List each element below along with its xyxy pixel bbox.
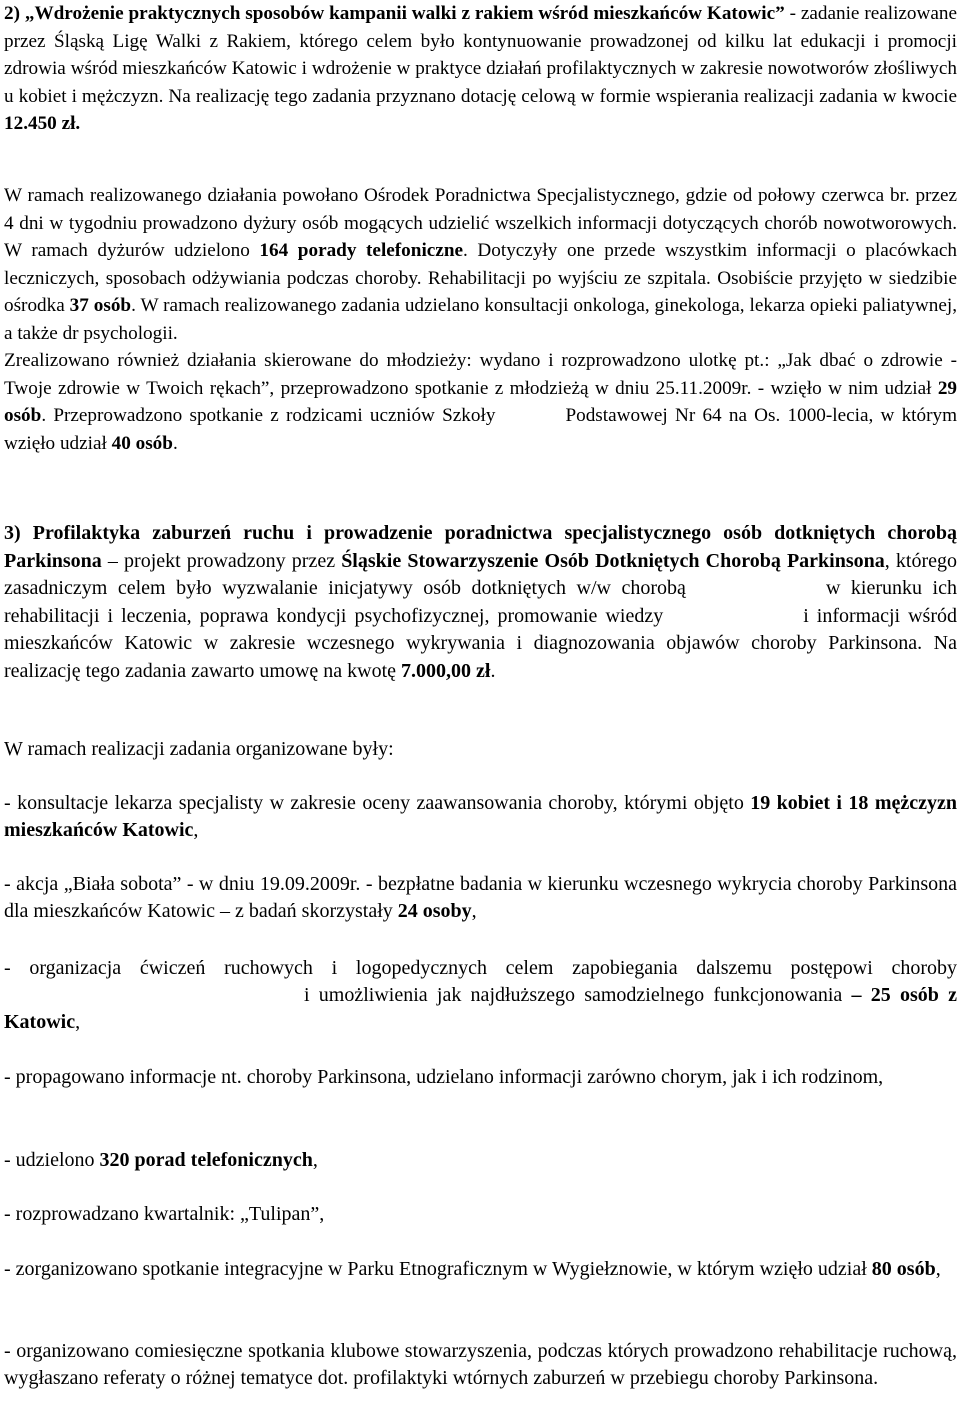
- list-item-text: ,: [471, 900, 477, 922]
- parents-text-2: Podstawowej Nr 64 na Os. 1000-lecia, w którym wzięło udział: [4, 405, 957, 454]
- section-3-text-1: – projekt prowadzony przez: [101, 549, 342, 572]
- section-3-text-4: i informacji wśród mieszkańców Katowic w zakresie wczesnego wykrywania i diagnozowania objawów choroby Parkinsona. Na realizację tego zadania zawarto umowę na kwotę: [4, 604, 958, 682]
- section-2-paragraph: [4, 0, 957, 138]
- list-item: - rozprowadzano kwartalnik: „Tulipan”,: [4, 1203, 325, 1225]
- list-item-text: i umożliwienia jak najdłuższego samodzielnego funkcjonowania: [304, 984, 852, 1006]
- list-item: [4, 871, 957, 925]
- parents-count: 40 osób: [111, 432, 173, 454]
- list-item: [4, 1147, 957, 1174]
- parents-period: .: [172, 432, 178, 454]
- list-item-text: - konsultacje lekarza specjalisty w zakresie oceny zaawansowania choroby, którymi objęto: [4, 792, 751, 814]
- list-item: [4, 1256, 957, 1283]
- list-item-bold: – 25 osób z Katowic: [4, 984, 957, 1033]
- list-intro: W ramach realizacji zadania organizowane były:: [4, 738, 394, 760]
- list-item-text: - zorganizowano spotkanie integracyjne w Parku Etnograficznym w Wygiełznowie, w którym wzięło udział: [4, 1258, 872, 1280]
- section-3-amount: 7.000,00 zł: [401, 659, 491, 682]
- organization-name: Śląskie Stowarzyszenie Osób Dotkniętych Chorobą Parkinsona: [341, 549, 885, 572]
- list-item-bold: 320 porad telefonicznych: [99, 1149, 313, 1171]
- phone-advice-count: 164 porady telefoniczne: [259, 240, 464, 261]
- list-item-text: - organizacja ćwiczeń ruchowych i logopedycznych celem zapobiegania dalszemu postępowi choroby: [4, 957, 957, 979]
- parents-text-1: . Przeprowadzono spotkanie z rodzicami uczniów Szkoły: [41, 405, 496, 426]
- list-item-bold: 80 osób: [871, 1258, 936, 1280]
- list-item-bold: 19 kobiet i 18 mężczyzn mieszkańców Katowic: [4, 792, 957, 841]
- ospec-paragraph: [4, 182, 957, 457]
- visitors-count: 37 osób: [69, 295, 132, 316]
- list-item-text: ,: [312, 1149, 318, 1171]
- section-3-text-3: w kierunku ich rehabilitacji i leczenia, poprawa kondycji psychofizycznej, promowanie wiedzy: [4, 577, 957, 627]
- ospec-text-1: W ramach realizowanego działania powołano Ośrodek Poradnictwa Specjalistycznego, gdzie od połowy czerwca br. przez 4 dni w tygodniu prowadzono dyżury osób mogących udzielić wszelkich informacji dotyczących chorób nowotworowych. W ramach dyżurów udzielono: [4, 185, 957, 261]
- list-item: - propagowano informacje nt. choroby Parkinsona, udzielano informacji zarówno chorym, jak i ich rodzinom,: [4, 1066, 884, 1088]
- list-item-text: - udzielono: [4, 1149, 100, 1171]
- list-item-text: ,: [75, 1011, 81, 1033]
- section-3-heading: 3) Profilaktyka zaburzeń ruchu i prowadzenie poradnictwa specjalistycznego osób dotkniętych chorobą Parkinsona: [4, 522, 957, 572]
- ospec-text-3: . W ramach realizowanego zadania udzielano konsultacji onkologa, ginekologa, lekarza opieki paliatywnej, a także dr psychologii.: [4, 295, 958, 344]
- list-item: [4, 955, 957, 1036]
- list-item-bold: 24 osoby: [397, 900, 472, 922]
- youth-count: 29 osób: [4, 377, 957, 426]
- section-2-amount: 12.450 zł.: [4, 113, 81, 134]
- section-2-text: - zadanie realizowane przez Śląską Ligę Walki z Rakiem, którego celem było kontynuowanie prowadzonej od kilku lat edukacji i promocji zdrowia wśród mieszkańców Katowic i wdrożenie w praktyce działań profilaktycznych w zakresie nowotworów złośliwych u kobiet i mężczyzn. Na realizację tego zadania przyznano dotację celową w formie wspierania realizacji zadania w kwocie: [4, 3, 957, 107]
- youth-text: Zrealizowano również działania skierowane do młodzieży: wydano i rozprowadzono ulotkę pt.: „Jak dbać o zdrowie - Twoje zdrowie w Twoich rękach”, przeprowadzono spotkanie z młodzieżą w dniu 25.11.2009r. - wzięło w nim udział: [4, 350, 957, 399]
- list-item-text: ,: [193, 819, 199, 841]
- list-item-text: ,: [935, 1258, 941, 1280]
- list-item: [4, 790, 957, 844]
- ospec-text-2: . Dotyczyły one przede wszystkim informacji o placówkach leczniczych, sposobach odżywiania podczas choroby. Rehabilitacji po wyjściu ze szpitala. Osobiście przyjęto w siedzibie ośrodka: [4, 240, 957, 316]
- list-item: - organizowano comiesięczne spotkania klubowe stowarzyszenia, podczas których prowadzono rehabilitacje ruchową, wygłaszano referaty o różnej tematyce dot. profilaktyki wtórnych zaburzeń w przebiegu choroby Parkinsona.: [4, 1340, 957, 1389]
- list-item-text: - akcja „Biała sobota” - w dniu 19.09.2009r. - bezpłatne badania w kierunku wczesnego wykrycia choroby Parkinsona dla mieszkańców Katowic – z badań skorzystały: [4, 873, 957, 922]
- section-3-period: .: [490, 659, 496, 682]
- section-3-text-2: , którego zasadniczym celem było wyzwalanie inicjatywy osób dotkniętych w/w chorobą: [4, 549, 957, 600]
- section-2-heading: 2) „Wdrożenie praktycznych sposobów kampanii walki z rakiem wśród mieszkańców Katowic”: [4, 3, 785, 24]
- section-3-paragraph: [4, 520, 957, 686]
